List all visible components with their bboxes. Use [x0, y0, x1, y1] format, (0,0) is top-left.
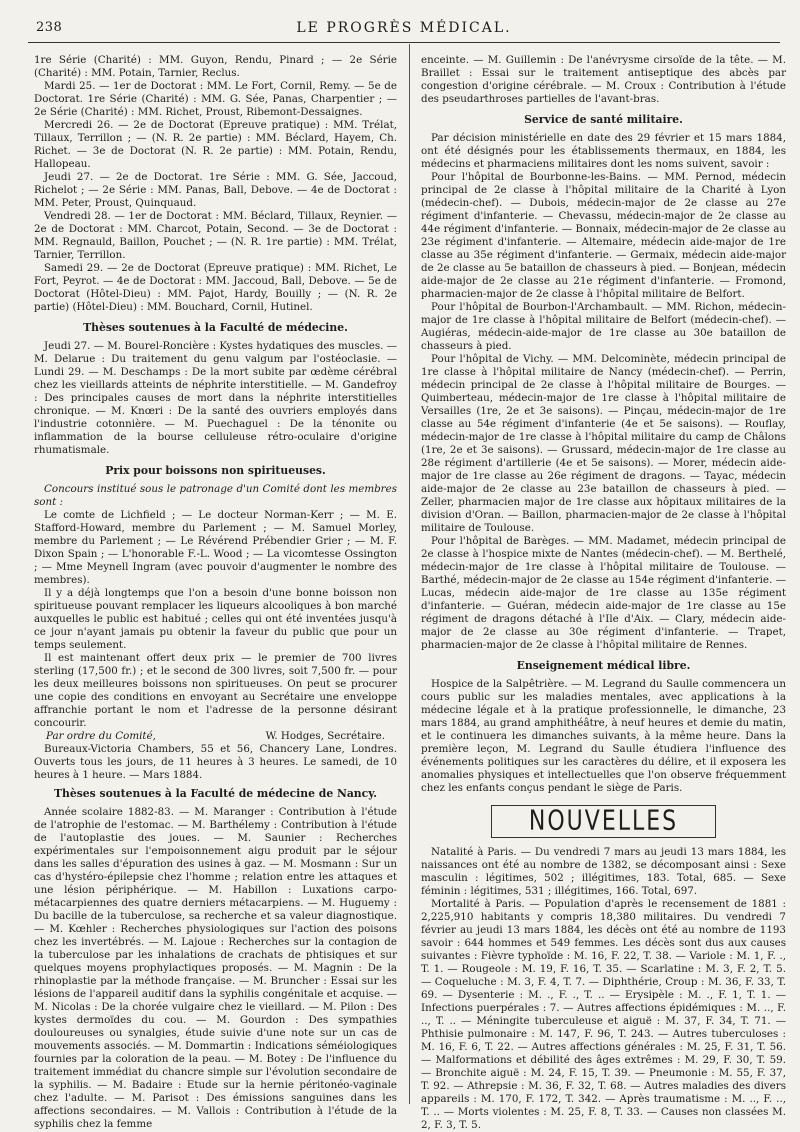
nouvelles-banner — [491, 805, 716, 838]
exam-schedule-paragraph: Jeudi 27. — 2e de Doctorat. 1re Série : MM. G. Sée, Jaccoud, Richelot ; — 2e Série : MM. Panas, Ball, Debove. — 4e de Doctorat : MM. Peter, Proust, Quinquaud. — [34, 171, 397, 209]
section-heading-enseignement: Enseignement médical libre. — [516, 659, 691, 672]
exam-schedule-paragraph: 1re Série (Charité) : MM. Guyon, Rendu, Pinard ; — 2e Série (Charité) : MM. Potain, Tarnier, Reclus. — [34, 54, 397, 79]
sante-paragraph: Pour l'hôpital de Vichy. — MM. Delcominète, médecin principal de 1re classe à l'hôpital militaire de Nancy (médecin-chef). — Perrin, médecin principal de 2e classe à l'hôpital militaire de Bourges. — Quimberteau, médecin-major de 1re classe à l'hôpital militaire de Versailles (1re, 2e et 3e saisons). — Pinçau, médecin-major de 1re classe au 54e régiment d'infanterie (4e et 5e saisons). — Rouflay, médecin-major de 1re classe à l'hôpital militaire du camp de Châlons (1re, 2e et 3e saisons). — Grussard, médecin-major de 1re classe au 28e régiment d'artillerie (4e et 5e saisons). — Morer, médecin aide-major de 1re classe au 26e régiment de dragons. — Tayac, médecin aide-major de 2e classe au 23e bataillon de chasseurs à pied. — Zeller, pharmacien major de 1re classe aux hôpitaux militaires de la division d'Oran. — Baillon, pharmacien-major de 2e classe à l'hôpital militaire de Toulouse. — [421, 353, 786, 534]
section-heading-theses: Thèses soutenues à la Faculté de médecine. — [83, 321, 348, 334]
prix-intro: Concours institué sous le patronage d'un Comité dont les membres sont : — [34, 483, 397, 508]
section-heading-nancy: Thèses soutenues à la Faculté de médecine de Nancy. — [53, 787, 378, 800]
signature-secretary: W. Hodges, Secrétaire. — [265, 730, 385, 742]
section-heading-sante: Service de santé militaire. — [524, 113, 683, 126]
sante-paragraph: Par décision ministérielle en date des 29 février et 15 mars 1884, ont été désignés pour les établissements thermaux, en 1884, les médecins et pharmaciens militaires dont les noms suivent, savoir : — [421, 132, 786, 170]
prix-committee: Le comte de Lichfield ; — Le docteur Norman-Kerr ; — M. E. Stafford-Howard, membre du Parlement ; — M. Samuel Morley, membre du Parlement ; — Le Révérend Prébendier Grier ; — M. F. Dixon Spain ; — L'honorable F.-L. Wood ; — La vicomtesse Ossington ; — Mme Meynell Ingram (avec pouvoir d'augmenter le nombre des membres). — [34, 509, 397, 586]
sante-paragraph: Pour l'hôpital de Barèges. — MM. Madamet, médecin principal de 2e classe à l'hospice mixte de Nantes (médecin-chef). — M. Berthelé, médecin-major de 1re classe à l'hôpital militaire de Toulouse. — Barthé, médecin-major de 2e classe au 154e régiment d'infanterie. — Lucas, médecin aide-major de 1re classe au 135e régiment d'infanterie. — Guéran, médecin aide-major de 1re classe au 15e régiment de dragons détaché à l'Ile d'Aix. — Clary, médecin aide-major de 2e classe au 30e régiment d'infanterie. — Trapet, pharmacien-major de 2e classe à l'hôpital militaire de Rennes. — [421, 535, 786, 651]
exam-schedule-paragraph: Mercredi 26. — 2e de Doctorat (Epreuve pratique) : MM. Trélat, Tillaux, Terrillon ; — (N. R. 2e partie) : MM. Béclard, Hayem, Ch. Richet. — 3e de Doctorat (N. R. 2e partie) : MM. Potain, Rendu, Hallopeau. — [34, 119, 397, 170]
exam-schedule-paragraph: Samedi 29. — 2e de Doctorat (Epreuve pratique) : MM. Richet, Le Fort, Peyrot. — 4e de Doctorat : MM. Jaccoud, Ball, Debove. — 5e de Doctorat (Hôtel-Dieu) : MM. Pajot, Hardy, Bouilly ; — (N. R. 2e partie) (Hôtel-Dieu) : MM. Bouchard, Cornil, Hutinel. — [34, 262, 397, 313]
sante-paragraph: Pour l'hôpital de Bourbon-l'Archambault. — MM. Richon, médecin-major de 1re classe à l'hôpital militaire de Belfort (médecin-chef). — Augiéras, médecin-aide-major de 1re classe au 30e bataillon de chasseurs à pied. — [421, 301, 786, 352]
column-rule — [409, 44, 410, 1104]
page-number: 238 — [36, 20, 63, 35]
prix-paragraph: Il est maintenant offert deux prix — le premier de 700 livres sterling (17,500 fr.) ; et le second de 300 livres, soit 7,500 fr. — pour les deux meilleures boissons non spiritueuses. On peut se procurer une copie des conditions en envoyant au Secrétaire une enveloppe affranchie portant le nom et l'adresse de la personne désirant concourir. — [34, 652, 397, 729]
left-column — [34, 54, 397, 1130]
nouvelles-paragraph: Natalité à Paris. — Du vendredi 7 mars au jeudi 13 mars 1884, les naissances ont été au nombre de 1382, se décomposant ainsi : Sexe masculin : légitimes, 502 ; illégitimes, 183. Total, 685. — Sexe féminin : légitimes, 531 ; illégitimes, 166. Total, 697. — [421, 846, 786, 897]
continued-paragraph: enceinte. — M. Guillemin : De l'anévrysme cirsoïde de la tête. — M. Braillet : Essai sur le traitement antiseptique des abcès par congestion d'origine cérébrale. — M. Croux : Contribution à l'étude des pseudarthroses partielles de l'avant-bras. — [421, 54, 786, 105]
running-head: LE PROGRÈS MÉDICAL. — [296, 20, 512, 36]
page-header — [28, 18, 780, 43]
signature-order: Par ordre du Comité, — [46, 730, 156, 742]
sante-paragraph: Pour l'hôpital de Bourbonne-les-Bains. — MM. Pernod, médecin principal de 2e classe à l'hôpital militaire de la Charité à Lyon (médecin-chef). — Dubois, médecin-major de 2e classe au 27e régiment d'infanterie. — Chevassu, médecin-major de 2e classe au 44e régiment d'infanterie. — Bonnaix, médecin-major de 2e classe au 23e régiment d'infanterie. — Altemaire, médecin aide-major de 1re classe au 35e régiment d'infanterie. — Germaix, médecin aide-major de 2e classe au 5e bataillon de chasseurs à pied. — Bonjean, médecin aide-major de 2e classe au 21e régiment d'infanterie. — Fromond, pharmacien-major de 2e classe à l'hôpital militaire de Belfort. — [421, 171, 786, 300]
nancy-theses-paragraph: Année scolaire 1882-83. — M. Maranger : Contribution à l'étude de l'atrophie de l'estomac. — M. Barthélemy : Contribution à l'étude de l'autoplastie des joues. — M. Saunier : Recherches expérimentales sur l'empoisonnement aigu produit par le séjour dans les salles d'épuration des usines à gaz. — M. Mosmann : Sur un cas d'hystéro-épilepsie chez l'homme ; relation entre les attaques et une lésion périphérique. — M. Habillon : Luxations carpo-métacarpiennes des quatre derniers métacarpiens. — M. Huguemy : Du bacille de la tuberculose, sa recherche et sa valeur diagnostique. — M. Kœhler : Recherches physiologiques sur l'action des poisons chez les invertébrés. — M. Lajoue : Recherches sur la contagion de la tuberculose par les inhalations de crachats de phtisiques et sur quelques moyens prophylactiques proposés. — M. Magnin : De la rhinoplastie par la méthode française. — M. Bruncher : Essai sur les lésions de l'appareil auditif dans la syphilis congénitale et acquise. — M. Nicolas : De la chorée vulgaire chez le vieillard. — M. Pilon : Des kystes dermoïdes du cou. — M. Gourdon : Des sympathies douloureuses ou synalgies, étude suivie d'une note sur un cas de mouvements associés. — M. Dommartin : Indications séméiologiques fournies par la coloration de la peau. — M. Botey : De l'influence du traitement immédiat du chancre simple sur l'évolution secondaire de la syphilis. — M. Badaire : Etude sur la hernie péritonéo-vaginale chez l'adulte. — M. Parisot : Des émissions sanguines dans les affections secondaires. — M. Vallois : Contribution à l'étude de la syphilis chez la femme — [34, 806, 397, 1130]
nouvelles-title: NOUVELLES — [528, 805, 679, 837]
prix-paragraph: Il y a déjà longtemps que l'on a besoin d'une bonne boisson non spiritueuse pouvant remplacer les liqueurs alcooliques à bon marché auxquelles le public est habitué ; celles qui ont été inventées jusqu'à ce jour n'ayant jamais pu obtenir la faveur du public que pour un temps seulement. — [34, 587, 397, 651]
prix-signature — [34, 730, 397, 743]
prix-address: Bureaux-Victoria Chambers, 55 et 56, Chancery Lane, Londres. Ouverts tous les jours, de 11 heures à 3 heures. Le samedi, de 10 heures à 1 heure. — Mars 1884. — [34, 743, 397, 781]
exam-schedule-paragraph: Mardi 25. — 1er de Doctorat : MM. Le Fort, Cornil, Remy. — 5e de Doctorat. 1re Série (Charité) : MM. G. Sée, Panas, Charpentier ; — 2e Série (Charité) : MM. Richet, Proust, Ribemont-Dessaignes. — [34, 80, 397, 118]
enseignement-paragraph: Hospice de la Salpêtrière. — M. Legrand du Saulle commencera un cours public sur les maladies mentales, avec applications à la médecine légale et à la pratique professionnelle, le dimanche, 23 mars 1884, au grand amphithéâtre, à neuf heures et demie du matin, et le continuera les dimanches suivants, à la même heure. Dans la première leçon, M. Legrand du Saulle étudiera l'influence des événements politiques sur les caractères du délire, et il exposera les anomalies physiques et intellectuelles que l'on observe fréquemment chez les enfants conçus pendant le siège de Paris. — [421, 678, 786, 794]
theses-paragraph: Jeudi 27. — M. Bourel-Roncière : Kystes hydatiques des muscles. — M. Delarue : Du traitement du genu valgum par l'ostéoclasie. — Lundi 29. — M. Deschamps : De la mort subite par œdème cérébral chez les vieillards atteints de néphrite interstitielle. — M. Gandefroy : Des principales causes de mort dans la néphrite interstitielles chronique. — M. Knœri : De la santé des ouvriers employés dans l'industrie cotonnière. — M. Puechaguel : De la ténonite ou inflammation de la bourse celluleuse rétro-oculaire d'origine rhumatismale. — [34, 340, 397, 456]
exam-schedule-paragraph: Vendredi 28. — 1er de Doctorat : MM. Béclard, Tillaux, Reynier. — 2e de Doctorat : MM. Charcot, Potain, Second. — 3e de Doctorat : MM. Regnauld, Baillon, Pouchet ; — (N. R. 1re partie) : MM. Trélat, Tarnier, Terrillon. — [34, 210, 397, 261]
right-column — [421, 54, 786, 1131]
section-heading-prix: Prix pour boissons non spiritueuses. — [105, 464, 326, 477]
nouvelles-paragraph: Mortalité à Paris. — Population d'après le recensement de 1881 : 2,225,910 habitants y compris 18,380 militaires. Du vendredi 7 février au jeudi 13 mars 1884, les décès ont été au nombre de 1193 savoir : 644 hommes et 549 femmes. Les décès sont dus aux causes suivantes : Fièvre typhoïde : M. 16, F. 22, T. 38. — Variole : M. 1, F. ., T. 1. — Rougeole : M. 19, F. 16, T. 35. — Scarlatine : M. 3, F. 2, T. 5. — Coqueluche : M. 3, F. 4, T. 7. — Diphthérie, Croup : M. 36, F. 33, T. 69. — Dysenterie : M. ., F. ., T. .. — Erysipèle : M. ., F. 1, T. 1. — Infections puerpérales : 7. — Autres affections épidémiques : M. .., F. .., T. .. — Méningite tuberculeuse et aiguë : M. 37, F. 34, T. 71. — Phthisie pulmonaire : M. 147, F. 96, T. 243. — Autres tuberculoses : M. 16, F. 6, T. 22. — Autres affections générales : M. 25, F. 31, T. 56. — Malformations et débilité des âges extrêmes : M. 29, F. 30, T. 59. — Bronchite aiguë : M. 24, F. 15, T. 39. — Pneumonie : M. 55, F. 37, T. 92. — Athrepsie : M. 36, F. 32, T. 68. — Autres maladies des divers appareils : M. 170, F. 172, T. 342. — Après traumatisme : M. .., F. .., T. .. — Morts violentes : M. 25, F. 8, T. 33. — Causes non classées M. 2, F. 3, T. 5. — [421, 898, 786, 1131]
